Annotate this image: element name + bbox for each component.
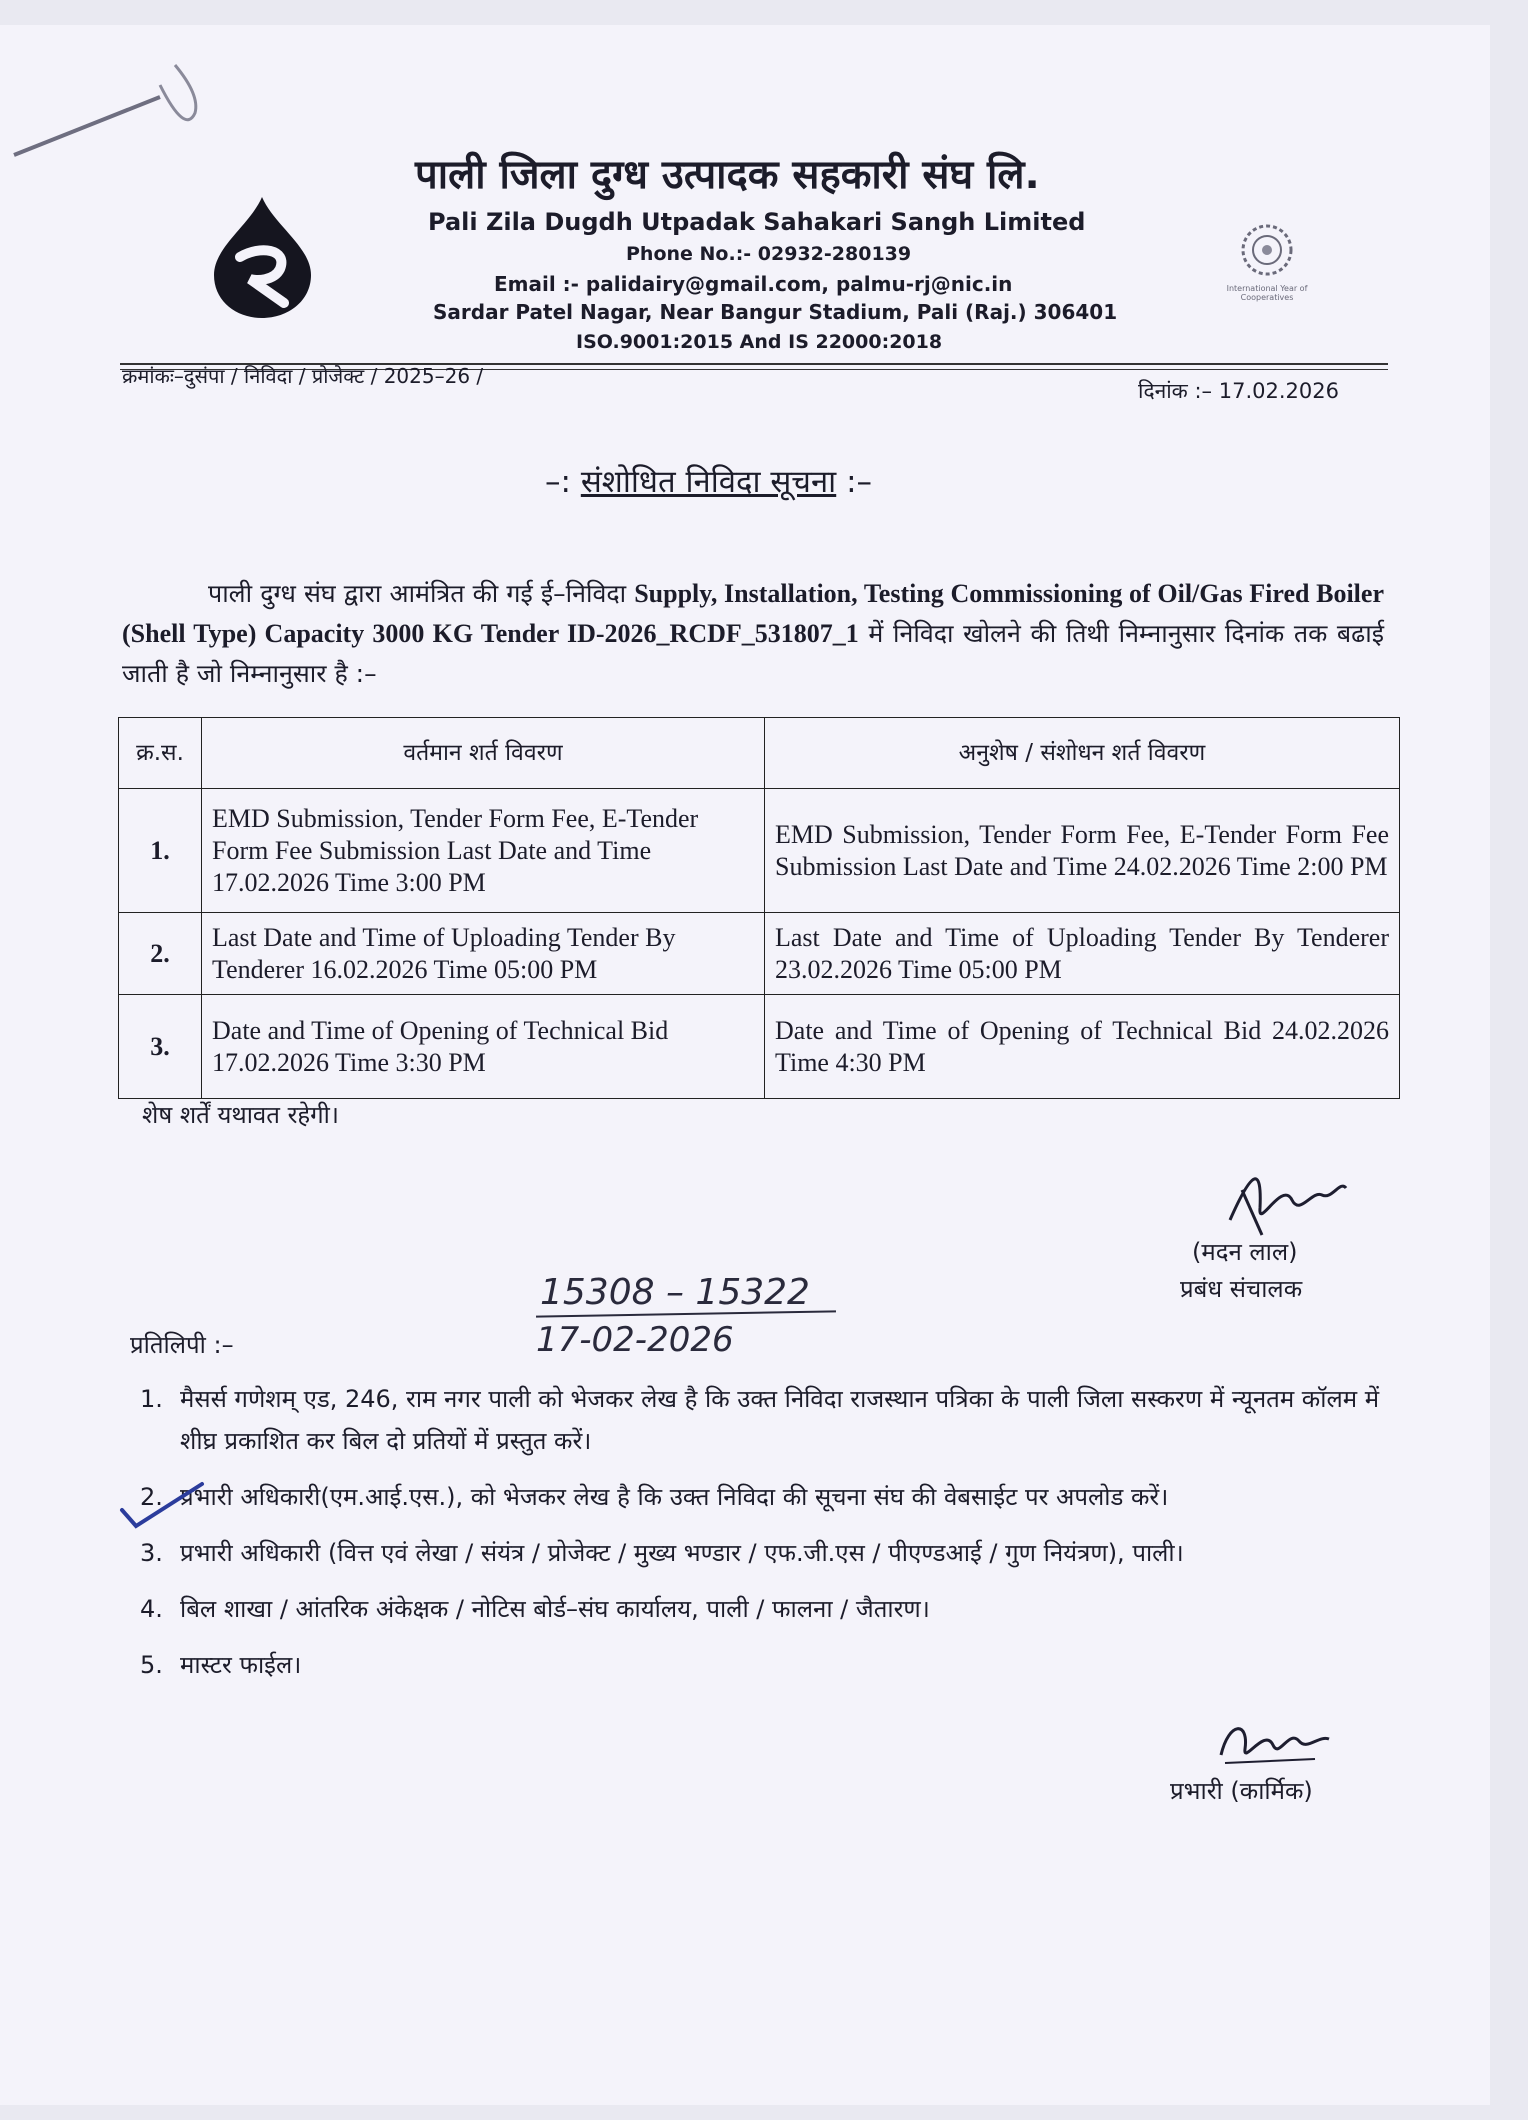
list-item-number: 5. [140,1651,163,1679]
row-sn: 2. [119,913,202,995]
list-item [140,1476,1400,1518]
org-phone: Phone No.:- 02932-280139 [626,243,912,265]
org-name-hindi: पाली जिला दुग्ध उत्पादक सहकारी संघ लि. [415,152,1040,198]
notice-tender-title: Supply, Installation, Testing Commissioning of Oil/Gas Fired Boiler (Shell Type) Capacity 3000 KG Tender ID-2026_RCDF_531807_1 [122,579,1384,648]
row-current: Date and Time of Opening of Technical Bid 17.02.2026 Time 3:30 PM [202,995,765,1099]
row-current: Last Date and Time of Uploading Tender By Tenderer 16.02.2026 Time 05:00 PM [202,913,765,995]
in-charge-signature-icon [1215,1715,1335,1775]
signature-mark-icon [1222,1160,1352,1240]
notice-heading [545,460,872,502]
dairy-logo-icon [210,195,315,320]
list-item-text: प्रभारी अधिकारी(एम.आई.एस.), को भेजकर लेख है कि उक्त निविदा की सूचना संघ की वेबसाईट पर अपलोड करें। [180,1483,1169,1511]
notice-paragraph [122,574,1384,694]
table-row [119,995,1400,1099]
revision-table [118,717,1400,1099]
table-row [119,789,1400,913]
cooperatives-emblem-icon [1222,220,1312,280]
list-item-number: 2. [140,1483,163,1511]
notice-heading-left: –: [545,464,581,500]
list-item [140,1532,1400,1574]
org-iso: ISO.9001:2015 And IS 22000:2018 [576,331,943,353]
notice-heading-right: :– [836,464,873,500]
org-email: Email :- palidairy@gmail.com, palmu-rj@nic.in [494,272,1013,296]
list-item-number: 1. [140,1385,163,1413]
list-item-text: बिल शाखा / आंतरिक अंकेक्षक / नोटिस बोर्ड–संघ कार्यालय, पाली / फालना / जैतारण। [180,1595,930,1623]
table-header-row [119,718,1400,789]
list-item-number: 4. [140,1595,163,1623]
notice-para-part1: पाली दुग्ध संघ द्वारा आमंत्रित की गई ई–निविदा [208,579,635,608]
row-sn: 3. [119,995,202,1099]
reference-number: क्रमांकः–दुसंपा / निविदा / प्रोजेक्ट / 2025–26 / [122,364,484,388]
remaining-terms-note: शेष शर्तें यथावत रहेगी। [142,1101,339,1129]
signatory-name: (मदन लाल) [1192,1238,1298,1266]
row-revised: Date and Time of Opening of Technical Bid 24.02.2026 Time 4:30 PM [765,995,1400,1099]
table-row [119,913,1400,995]
list-item [140,1378,1400,1462]
list-item-text: मैसर्स गणेशम् एड, 246, राम नगर पाली को भेजकर लेख है कि उक्त निविदा राजस्थान पत्रिका के पाली जिला सस्करण में न्यूनतम कॉलम में शीघ्र प्रकाशित कर बिल दो प्रतियों में प्रस्तुत करें। [180,1385,1380,1455]
copy-label: प्रतिलिपी :– [130,1331,234,1359]
cooperatives-logo-text: International Year of Cooperatives [1226,284,1308,302]
list-item [140,1644,1400,1686]
list-item-text: प्रभारी अधिकारी (वित्त एवं लेखा / संयंत्र / प्रोजेक्ट / मुख्य भण्डार / एफ.जी.एस / पीएण्डआई / गुण नियंत्रण), पाली। [180,1539,1184,1567]
row-sn: 1. [119,789,202,913]
in-charge-designation: प्रभारी (कार्मिक) [1170,1777,1313,1805]
col-header-revised: अनुशेष / संशोधन शर्त विवरण [765,718,1400,789]
pin-mark-icon [10,55,210,175]
col-header-current: वर्तमान शर्त विवरण [202,718,765,789]
list-item-number: 3. [140,1539,163,1567]
notice-para-part2: में निविदा खोलने की तिथी निम्नानुसार दिनांक तक बढाई जाती है जो निम्नानुसार है :– [122,619,1385,688]
list-item-text: मास्टर फाईल। [180,1651,302,1679]
row-revised: Last Date and Time of Uploading Tender By Tenderer 23.02.2026 Time 05:00 PM [765,913,1400,995]
cooperatives-logo [1222,220,1312,315]
row-current: EMD Submission, Tender Form Fee, E-Tender Form Fee Submission Last Date and Time 17.02.2026 Time 3:00 PM [202,789,765,913]
signatory-designation: प्रबंध संचालक [1180,1275,1303,1303]
notice-heading-main: संशोधित निविदा सूचना [580,464,837,500]
copy-list [140,1378,1400,1700]
check-mark-icon [118,1480,208,1530]
dispatch-numbers: 15308 – 15322 [540,1272,810,1313]
org-address: Sardar Patel Nagar, Near Bangur Stadium, Pali (Raj.) 306401 [433,300,1118,324]
list-item [140,1588,1400,1630]
dispatch-date: 17-02-2026 [536,1320,734,1360]
col-header-sn: क्र.स. [119,718,202,789]
notice-date: दिनांक :– 17.02.2026 [1138,379,1339,403]
org-name-english: Pali Zila Dugdh Utpadak Sahakari Sangh Limited [428,208,1086,236]
row-revised: EMD Submission, Tender Form Fee, E-Tender Form Fee Submission Last Date and Time 24.02.2026 Time 2:00 PM [765,789,1400,913]
